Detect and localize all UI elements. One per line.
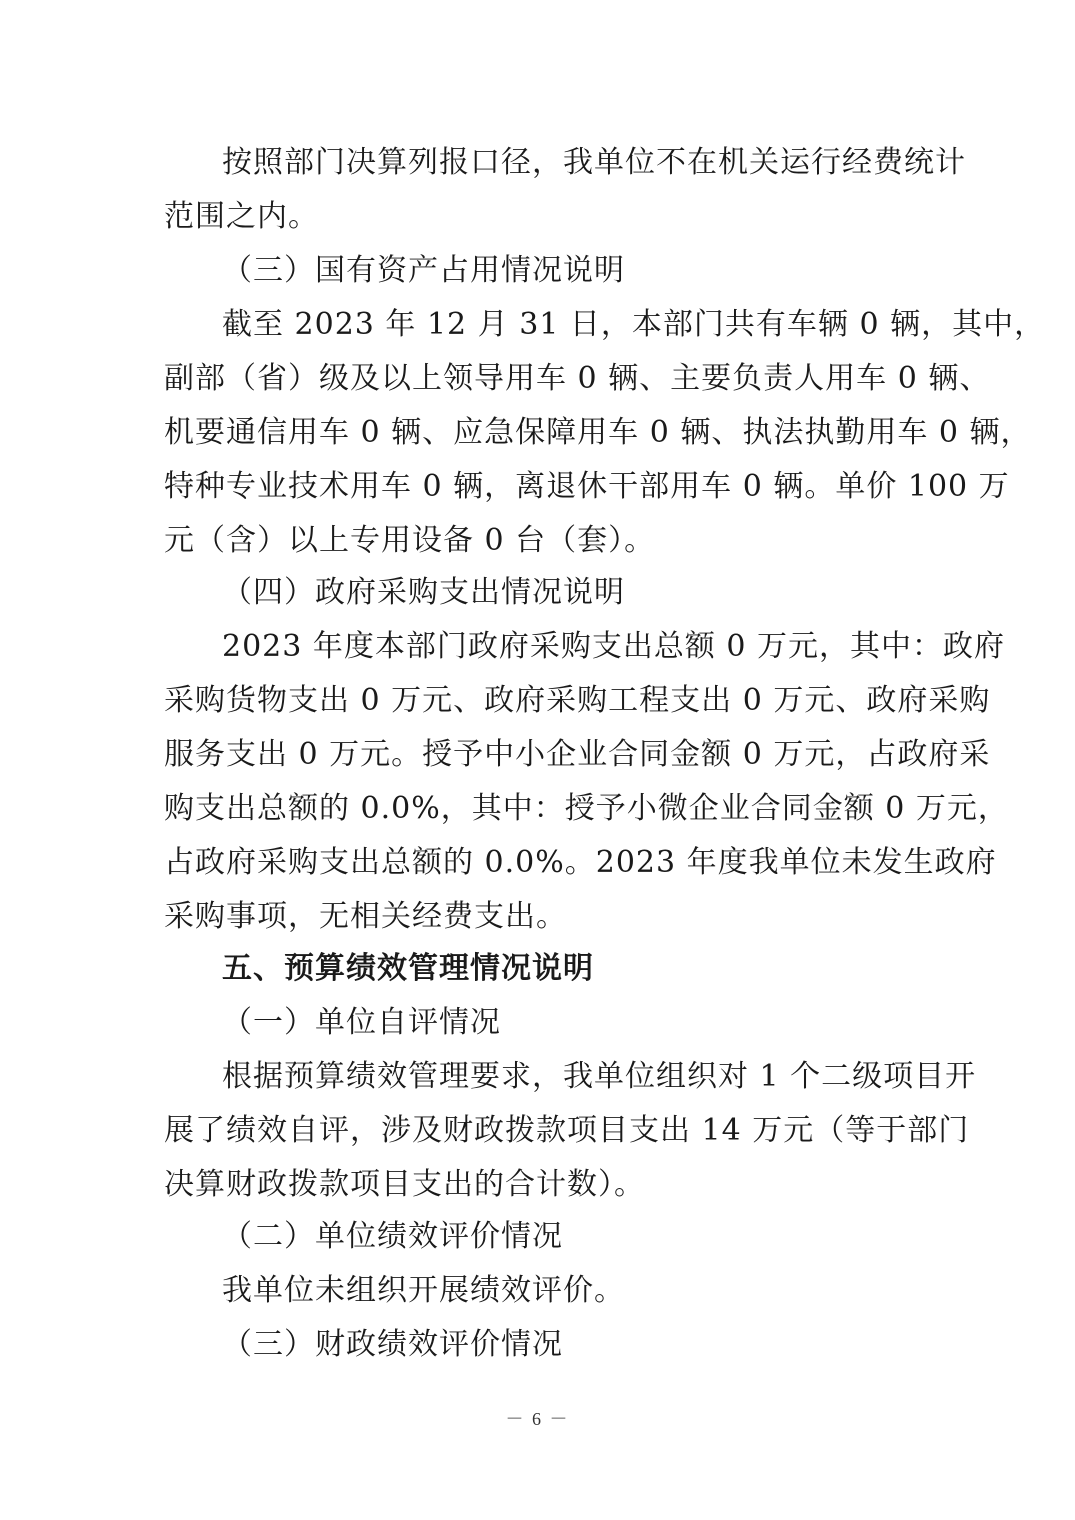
paragraph-line: 2023 年度本部门政府采购支出总额 0 万元，其中：政府 bbox=[222, 629, 1006, 664]
section-heading: （二）单位绩效评价情况 bbox=[222, 1219, 563, 1254]
paragraph-line: 占政府采购支出总额的 0.0%。2023 年度我单位未发生政府 bbox=[164, 845, 997, 880]
paragraph-line: 特种专业技术用车 0 辆，离退休干部用车 0 辆。单价 100 万 bbox=[164, 469, 1010, 504]
paragraph-line: 决算财政拨款项目支出的合计数）。 bbox=[164, 1167, 645, 1202]
paragraph-line: 根据预算绩效管理要求，我单位组织对 1 个二级项目开 bbox=[222, 1059, 977, 1094]
paragraph-line: 我单位未组织开展绩效评价。 bbox=[222, 1273, 625, 1308]
paragraph-line: 截至 2023 年 12 月 31 日，本部门共有车辆 0 辆，其中， bbox=[222, 307, 1046, 342]
paragraph-line: 购支出总额的 0.0%，其中：授予小微企业合同金额 0 万元， bbox=[164, 791, 1009, 826]
paragraph-line: 副部（省）级及以上领导用车 0 辆、主要负责人用车 0 辆、 bbox=[164, 361, 991, 396]
paragraph-line: 元（含）以上专用设备 0 台（套）。 bbox=[164, 523, 656, 558]
section-heading: （三）国有资产占用情况说明 bbox=[222, 253, 625, 288]
chapter-heading: 五、预算绩效管理情况说明 bbox=[222, 951, 594, 986]
section-heading: （四）政府采购支出情况说明 bbox=[222, 575, 625, 610]
paragraph-line: 范围之内。 bbox=[164, 199, 319, 234]
paragraph-line: 机要通信用车 0 辆、应急保障用车 0 辆、执法执勤用车 0 辆， bbox=[164, 415, 1032, 450]
paragraph-line: 按照部门决算列报口径，我单位不在机关运行经费统计 bbox=[222, 145, 966, 180]
paragraph-line: 服务支出 0 万元。授予中小企业合同金额 0 万元，占政府采 bbox=[164, 737, 991, 772]
paragraph-line: 采购事项，无相关经费支出。 bbox=[164, 899, 567, 934]
section-heading: （三）财政绩效评价情况 bbox=[222, 1327, 563, 1362]
paragraph-line: 展了绩效自评，涉及财政拨款项目支出 14 万元（等于部门 bbox=[164, 1113, 970, 1148]
paragraph-line: 采购货物支出 0 万元、政府采购工程支出 0 万元、政府采购 bbox=[164, 683, 991, 718]
section-heading: （一）单位自评情况 bbox=[222, 1005, 501, 1040]
page-number: － 6 － bbox=[505, 1409, 570, 1429]
